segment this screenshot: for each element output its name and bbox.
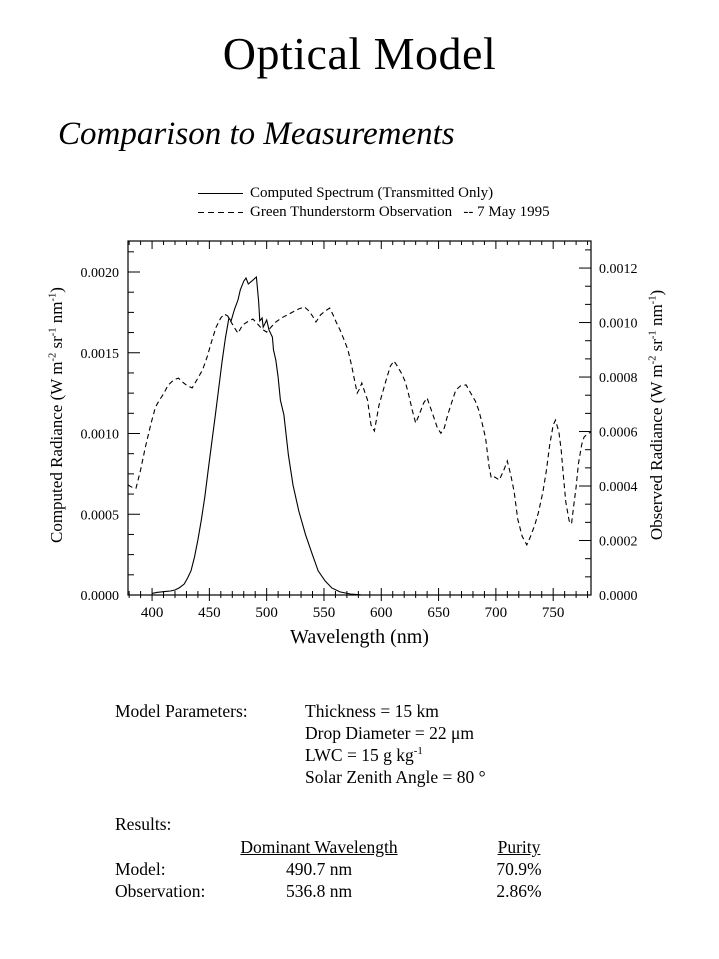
results-row-observation-purity: 2.86% (496, 881, 542, 901)
chart-legend (198, 184, 550, 222)
right-tick-label: 0.0006 (599, 425, 638, 441)
computed-spectrum-curve (152, 277, 361, 595)
x-tick-label: 550 (312, 605, 336, 621)
x-tick-label: 700 (484, 605, 508, 621)
right-tick-label: 0.0008 (599, 371, 638, 387)
results-row-observation-label: Observation: (115, 881, 206, 901)
right-axis-title: Observed Radiance (W $m^{-2}$ $sr^{-1}$ $nm^{-1}$) (647, 289, 666, 541)
x-tick-label: 400 (140, 605, 164, 621)
right-tick-label: 0.0004 (599, 480, 638, 496)
superscript: -1 (647, 330, 659, 340)
parameter-drop-diameter: Drop Diameter = 22 μm (305, 723, 474, 743)
x-axis-title: Wavelength (nm) (290, 626, 429, 648)
solid-line-icon (198, 193, 243, 194)
left-tick-label: 0.0000 (80, 589, 119, 604)
page-subtitle: Comparison to Measurements (58, 116, 455, 152)
model-parameters-heading: Model Parameters: (115, 701, 248, 721)
x-tick-label: 450 (198, 605, 221, 621)
legend-label-computed: Computed Spectrum (Transmitted Only) (250, 185, 494, 201)
left-tick-label: 0.0015 (80, 346, 119, 362)
results-row-model-wavelength: 490.7 nm (285, 859, 353, 879)
right-tick-label: 0.0010 (599, 316, 638, 332)
superscript: -1 (47, 292, 59, 302)
x-tick-label: 650 (427, 605, 450, 621)
results-row-model-label: Model: (115, 859, 166, 879)
left-tick-label: 0.0010 (80, 427, 119, 443)
left-tick-label: 0.0005 (80, 508, 119, 524)
superscript: -1 (647, 295, 659, 305)
parameter-thickness: Thickness = 15 km (305, 701, 439, 721)
legend-label-observed: Green Thunderstorm Observation -- 7 May 1995 (250, 204, 550, 220)
legend-item-computed (198, 184, 550, 203)
parameter-solar-zenith-angle: Solar Zenith Angle = 80 ° (305, 767, 486, 787)
results-row-observation-wavelength: 536.8 nm (285, 881, 353, 901)
right-tick-label: 0.0002 (599, 534, 638, 550)
superscript: -1 (413, 745, 423, 758)
page-title: Optical Model (222, 28, 497, 79)
model-parameters-list (305, 701, 486, 789)
superscript: -1 (47, 327, 59, 337)
left-axis-title: Computed Radiance (W $m^{-2}$ $sr^{-1}$ $nm^{-1}$) (47, 287, 66, 543)
x-tick-label: 600 (370, 605, 393, 621)
superscript: -2 (47, 352, 59, 362)
results-col-purity: Purity (497, 837, 541, 857)
x-tick-label: 500 (255, 605, 278, 621)
parameter-lwc: LWC = 15 g $kg^{-1}$ (305, 745, 423, 765)
superscript: -2 (647, 355, 659, 365)
legend-item-observed (198, 203, 550, 222)
results-row-model-purity: 70.9% (496, 859, 542, 879)
right-tick-label: 0.0000 (599, 589, 638, 604)
dashed-line-icon (198, 212, 243, 213)
x-tick-label: 750 (541, 605, 565, 621)
left-tick-label: 0.0020 (80, 266, 119, 282)
observed-spectrum-curve (128, 307, 591, 545)
right-tick-label: 0.0012 (599, 262, 638, 278)
results-heading: Results: (115, 814, 172, 834)
results-col-dominant-wavelength: Dominant Wavelength (240, 837, 398, 857)
